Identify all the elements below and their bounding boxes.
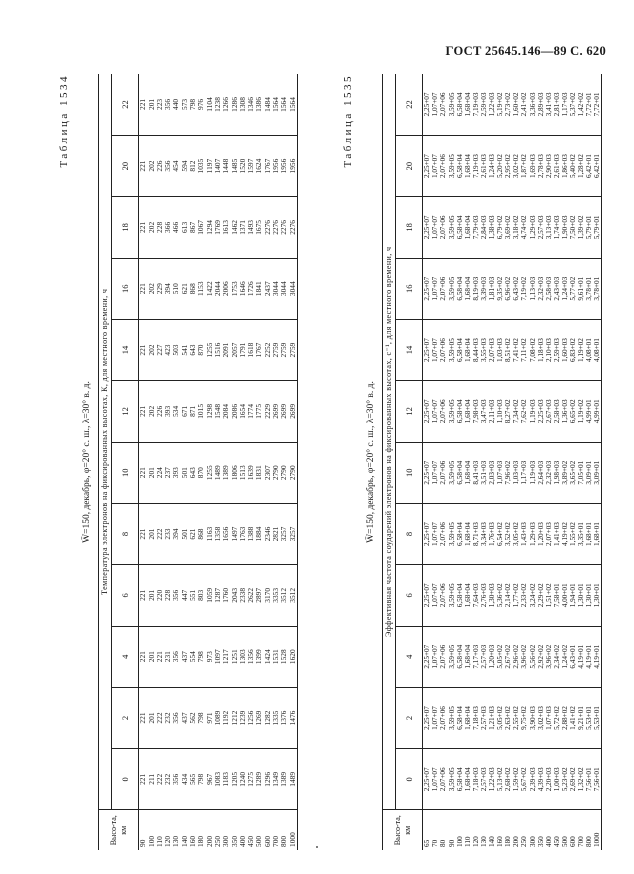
group-header: Температура электронов на фиксированных высотах, К, для местного времени, ч [99, 74, 112, 810]
column-header: 0 [112, 749, 139, 810]
values-column: 2,25+07 1,07+07 2,07+06 3,59+05 6,58+04 1,68+04 7,18+03 2,57+03 1,22+03 5,13+02 2,68+02 1,59+02 5,67+02 2,39+03 4,39+03 2,20+03 1,00+03 5,23+02 2,69+02 1,32+02 7,56+01 7,56+01 [423, 749, 602, 810]
document-header: ГОСТ 25645.146—89 С. 620 [445, 44, 606, 58]
column-header: 18 [112, 197, 139, 258]
column-header: 0 [396, 749, 423, 810]
column-header: 2 [112, 687, 139, 748]
table-caption: W̄=150, декабрь, φ=20° с. ш., λ=30° в. д. [366, 381, 376, 543]
table-number: Таблица 1534 [58, 74, 70, 168]
values-column: 221 201 223 356 440 573 798 976 1104 1238 1266 1286 1308 1346 1386 1484 1564 1564 1564 [139, 74, 297, 135]
values-column: 221 202 229 394 510 621 868 1153 1422 2044 2006 1753 1646 1726 1841 2437 3044 3044 3044 [139, 258, 297, 319]
scan-speck [316, 846, 318, 848]
column-header: 4 [396, 626, 423, 687]
values-column: 221 211 222 232 356 434 565 798 967 1083 1183 1205 1240 1275 1289 1296 1349 1389 1489 [139, 749, 297, 810]
table-frame [98, 74, 298, 850]
height-column-header: Высо-та, км [99, 810, 139, 850]
values-column: 221 201 221 231 356 437 554 798 973 1097 1217 1251 1303 1356 1399 1424 1531 1528 1620 [139, 626, 297, 687]
column-header: 4 [112, 626, 139, 687]
values-column: 2,25+07 1,07+07 2,07+06 3,59+05 6,58+04 1,68+04 8,71+03 3,34+03 1,76+03 6,54+02 3,52+02 3,05+02 1,43+03 1,29+03 1,20+03 2,07+03 1,41+03 4,19+02 1,55+02 3,35+01 1,68+01 1,68+01 [423, 503, 602, 564]
height-values-column: 65 70 80 90 100 110 120 130 140 160 180 200 250 300 350 400 450 500 600 700 800 1000 [423, 810, 602, 850]
values-column: 221 201 222 232 356 437 562 798 971 1089 1192 1212 1239 1256 1269 1282 1335 1376 1476 [139, 687, 297, 748]
column-header: 10 [396, 442, 423, 503]
electron-temperature-table [99, 74, 297, 850]
table-frame [382, 74, 602, 850]
column-header: 12 [396, 381, 423, 442]
column-header: 18 [396, 197, 423, 258]
values-column: 2,25+07 1,07+07 2,07+06 3,59+05 6,58+04 1,68+04 7,79+03 2,84+03 1,38+03 6,79+02 3,69+02 3,18+02 4,74+02 1,29+03 2,57+03 3,13+03 1,74+03 1,90+03 7,50+02 1,39+02 5,79+01 5,79+01 [423, 197, 602, 258]
column-header: 22 [112, 74, 139, 135]
table-1535-block [342, 74, 612, 850]
column-header: 2 [396, 687, 423, 748]
column-header: 12 [112, 381, 139, 442]
values-column: 2,25+07 1,07+07 2,07+06 3,59+05 6,58+04 1,68+04 8,41+03 3,51+03 2,03+03 1,07+03 7,96+02 1,03+03 1,17+03 1,19+03 2,64+03 2,32+03 1,98+03 3,89+02 3,65+02 7,05+01 3,09+01 3,09+01 [423, 442, 602, 503]
values-column: 2,25+07 1,07+07 2,07+06 3,59+05 6,58+04 1,68+04 7,18+03 2,57+03 1,21+03 5,05+02 2,63+02 2,55+02 9,75+02 3,90+03 3,02+03 1,07+03 5,72+02 2,88+02 1,41+02 9,21+01 5,53+01 5,53+01 [423, 687, 602, 748]
values-column: 2,25+07 1,07+07 2,07+06 3,59+05 6,58+04 1,68+04 7,17+03 2,57+03 1,20+03 5,05+02 2,67+02 2,96+02 3,96+02 5,56+02 2,92+02 3,96+02 2,34+02 1,24+02 6,43+01 4,19+01 4,19+01 4,19+01 [423, 626, 602, 687]
values-column: 2,25+07 1,07+07 2,07+06 3,59+05 6,58+04 1,68+04 7,64+03 2,76+03 1,30+03 5,36+02 2,14+02 1,77+02 2,33+02 3,24+02 2,29+02 1,51+02 7,58+01 4,00+01 1,94+01 1,30+01 1,30+01 1,30+01 [423, 565, 602, 626]
values-column: 221 202 226 393 534 671 871 1015 1298 1548 2084 2086 1654 1774 1775 2229 2699 2699 2699 [139, 381, 297, 442]
values-column: 221 202 227 423 503 541 643 870 1255 1516 2091 2057 1791 1618 1767 2252 2759 2759 2759 [139, 319, 297, 380]
table-1534-block [58, 74, 318, 850]
column-header: 14 [112, 319, 139, 380]
table-caption: W̄=150, декабрь, φ=20° с. ш., λ=30° в. д. [82, 381, 92, 543]
table-number: Таблица 1535 [342, 74, 354, 168]
values-column: 221 201 222 233 394 501 621 868 1163 1358 1656 1497 1763 1388 1884 2346 2821 3257 3257 [139, 503, 297, 564]
values-column: 221 201 224 237 393 501 643 870 1255 1489 1389 1806 1513 1639 1831 2307 2790 2790 2790 [139, 442, 297, 503]
values-column: 2,25+07 1,07+07 2,07+06 3,59+05 6,58+04 1,68+04 7,19+03 2,59+03 1,22+03 5,19+02 2,73+02 1,60+02 2,41+02 3,36+03 2,89+03 3,41+03 2,81+03 1,17+03 5,37+02 1,42+02 7,72+01 7,72+01 [423, 74, 602, 135]
column-header: 8 [396, 503, 423, 564]
column-header: 14 [396, 319, 423, 380]
group-header: Эффективная частота соударений электронов на фиксированных высотах, с⁻¹, для местного времени, ч [383, 74, 396, 810]
column-header: 10 [112, 442, 139, 503]
column-header: 20 [112, 135, 139, 196]
column-header: 8 [112, 503, 139, 564]
values-column: 221 201 220 228 356 447 551 803 1059 1287 1760 2043 2338 2622 2897 3170 3353 3512 3512 [139, 565, 297, 626]
column-header: 16 [396, 258, 423, 319]
column-header: 20 [396, 135, 423, 196]
values-column: 2,25+07 1,07+07 2,07+06 3,59+05 6,58+04 1,68+04 7,19+03 2,61+03 1,24+03 5,20+02 2,95+02 3,02+02 1,87+02 1,69+03 2,78+03 2,90+03 2,61+03 1,86+03 5,40+02 1,28+02 6,42+01 6,42+01 [423, 135, 602, 196]
values-column: 2,25+07 1,07+07 2,07+06 3,59+05 6,58+04 1,68+04 8,19+03 3,39+03 1,81+03 9,35+02 6,96+02 6,43+02 7,19+02 1,13+03 2,32+03 2,58+03 2,43+03 1,24+03 5,77+02 9,61+01 3,78+01 3,78+01 [423, 258, 602, 319]
values-column: 221 202 226 356 454 594 812 1035 1197 1407 1448 1485 1520 1597 1624 1767 1956 1956 1956 [139, 135, 297, 196]
column-header: 16 [112, 258, 139, 319]
collision-frequency-table [383, 74, 601, 850]
column-header: 6 [396, 565, 423, 626]
column-header: 6 [112, 565, 139, 626]
height-values-column: 90 100 110 120 130 140 160 180 200 250 300 350 400 450 500 600 700 800 1000 [139, 810, 297, 850]
values-column: 221 202 228 366 466 613 867 1067 1294 1769 1613 1462 1371 1493 1675 2276 2276 2276 2276 [139, 197, 297, 258]
height-column-header: Высо-та, км [383, 810, 423, 850]
values-column: 2,25+07 1,07+07 2,07+06 3,59+05 6,58+04 1,68+04 8,44+03 3,55+03 2,07+03 1,03+03 8,51+02 7,41+02 7,11+02 7,08+02 1,18+03 2,10+03 2,59+03 1,60+03 6,83+02 1,19+02 4,08+01 4,08+01 [423, 319, 602, 380]
column-header: 22 [396, 74, 423, 135]
values-column: 2,25+07 1,07+07 2,07+06 3,59+05 6,58+04 1,68+04 7,98+03 3,47+03 2,11+03 1,10+03 8,27+02 7,34+02 7,62+02 1,19+03 2,25+03 2,67+03 2,58+03 1,36+03 6,65+02 1,19+02 4,99+01 4,99+01 [423, 381, 602, 442]
